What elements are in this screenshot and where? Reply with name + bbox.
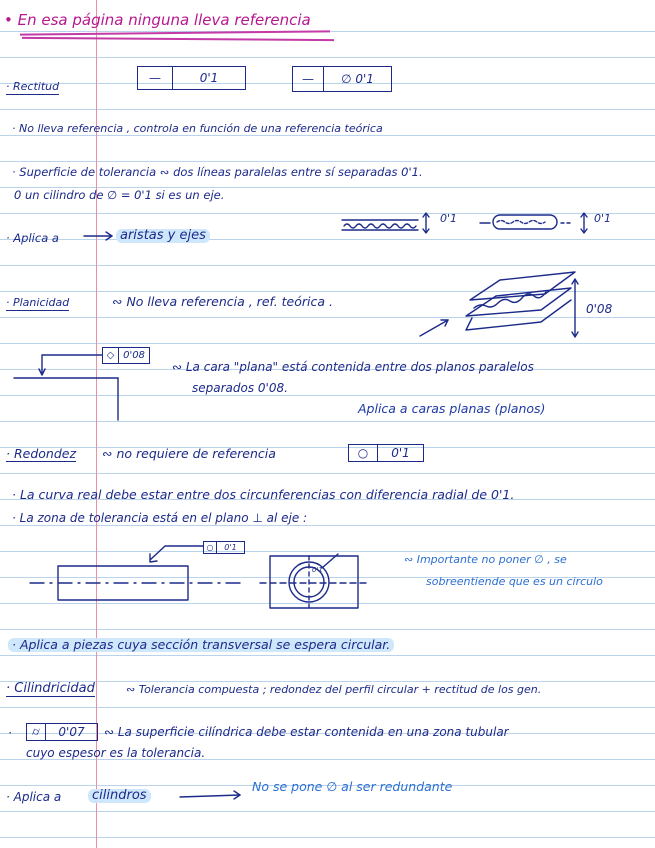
- dimension-label: 0'1: [440, 212, 458, 225]
- page-title: • En esa página ninguna lleva referencia: [4, 11, 311, 29]
- circularity-symbol: ○: [206, 543, 214, 552]
- straightness-symbol: —: [149, 71, 161, 85]
- circle-dimension: 0'1: [312, 566, 323, 574]
- note-line-2: sobreentiende que es un circulo: [426, 575, 603, 588]
- tolerance-value: 0'1: [172, 67, 245, 89]
- arrow-icon: [84, 232, 112, 240]
- cilindricidad-line-2: ∾ La superficie cilíndrica debe estar contenida en una zona tubular: [104, 725, 509, 739]
- tolerance-value: 0'08: [118, 348, 149, 363]
- applies-highlight: cilindros: [88, 789, 151, 803]
- cilindricidad-note: No se pone ∅ al ser redundante: [252, 779, 453, 794]
- flatness-symbol: ◇: [106, 350, 115, 361]
- rectitud-line-3: 0 un cilindro de ∅ = 0'1 si es un eje.: [14, 188, 225, 202]
- leader-line: [14, 355, 118, 420]
- redondez-line-1: ∾ no requiere de referencia: [102, 446, 276, 461]
- planicidad-line-3: separados 0'08.: [192, 381, 288, 395]
- planicidad-applies: Aplica a caras planas (planos): [358, 401, 546, 416]
- section-heading-planicidad: · Planicidad: [6, 296, 70, 309]
- dimension-label: 0'1: [594, 212, 612, 225]
- planicidad-line-1: ∾ No lleva referencia , ref. teórica .: [112, 294, 333, 309]
- bullet-dot: ·: [8, 726, 12, 740]
- applies-prefix: · Aplica a: [6, 790, 62, 804]
- cilindricidad-line-1: ∾ Tolerancia compuesta ; redondez del perfil circular + rectitud de los gen.: [126, 683, 542, 696]
- section-heading-redondez: · Redondez: [6, 446, 77, 461]
- circle-section-sketch: [260, 554, 370, 612]
- note-line-1: ∾ Importante no poner ∅ , se: [404, 553, 567, 566]
- circularity-symbol: ○: [357, 446, 369, 460]
- rectitud-line-1: · No lleva referencia , controla en función de una referencia teórica: [12, 122, 383, 135]
- shaft-sketch: [30, 546, 245, 600]
- cylinder-axis-sketch: [480, 213, 587, 233]
- planicidad-line-2: ∾ La cara "plana" está contenida entre dos planos paralelos: [172, 360, 534, 374]
- cylindricity-symbol: ⌭: [32, 725, 40, 738]
- straightness-symbol: —: [302, 72, 314, 86]
- dimension-label: 0'08: [586, 302, 613, 316]
- rectitud-line-2: · Superficie de tolerancia ∾ dos líneas paralelas entre sí separadas 0'1.: [12, 165, 423, 179]
- cilindricidad-line-3: cuyo espesor es la tolerancia.: [26, 746, 206, 760]
- tolerance-value: 0'1: [377, 445, 423, 461]
- flatness-zone-sketch: [420, 272, 578, 337]
- applies-prefix: · Aplica a: [6, 231, 59, 245]
- section-heading-cilindricidad: · Cilindricidad: [6, 681, 95, 696]
- tolerance-value: 0'1: [216, 542, 244, 553]
- redondez-line-3: · La zona de tolerancia está en el plano ⊥ al eje :: [12, 511, 308, 525]
- redondez-applies: · Aplica a piezas cuya sección transversal se espera circular.: [8, 638, 394, 652]
- section-heading-rectitud: · Rectitud: [6, 80, 60, 93]
- tolerance-value: ∅ 0'1: [323, 67, 391, 91]
- arrow-icon: [180, 791, 240, 799]
- tolerance-value: 0'07: [45, 724, 97, 740]
- straightness-zone-sketch: [342, 213, 429, 233]
- applies-highlight: aristas y ejes: [116, 229, 210, 243]
- redondez-line-2: · La curva real debe estar entre dos circunferencias con diferencia radial de 0'1.: [12, 487, 515, 502]
